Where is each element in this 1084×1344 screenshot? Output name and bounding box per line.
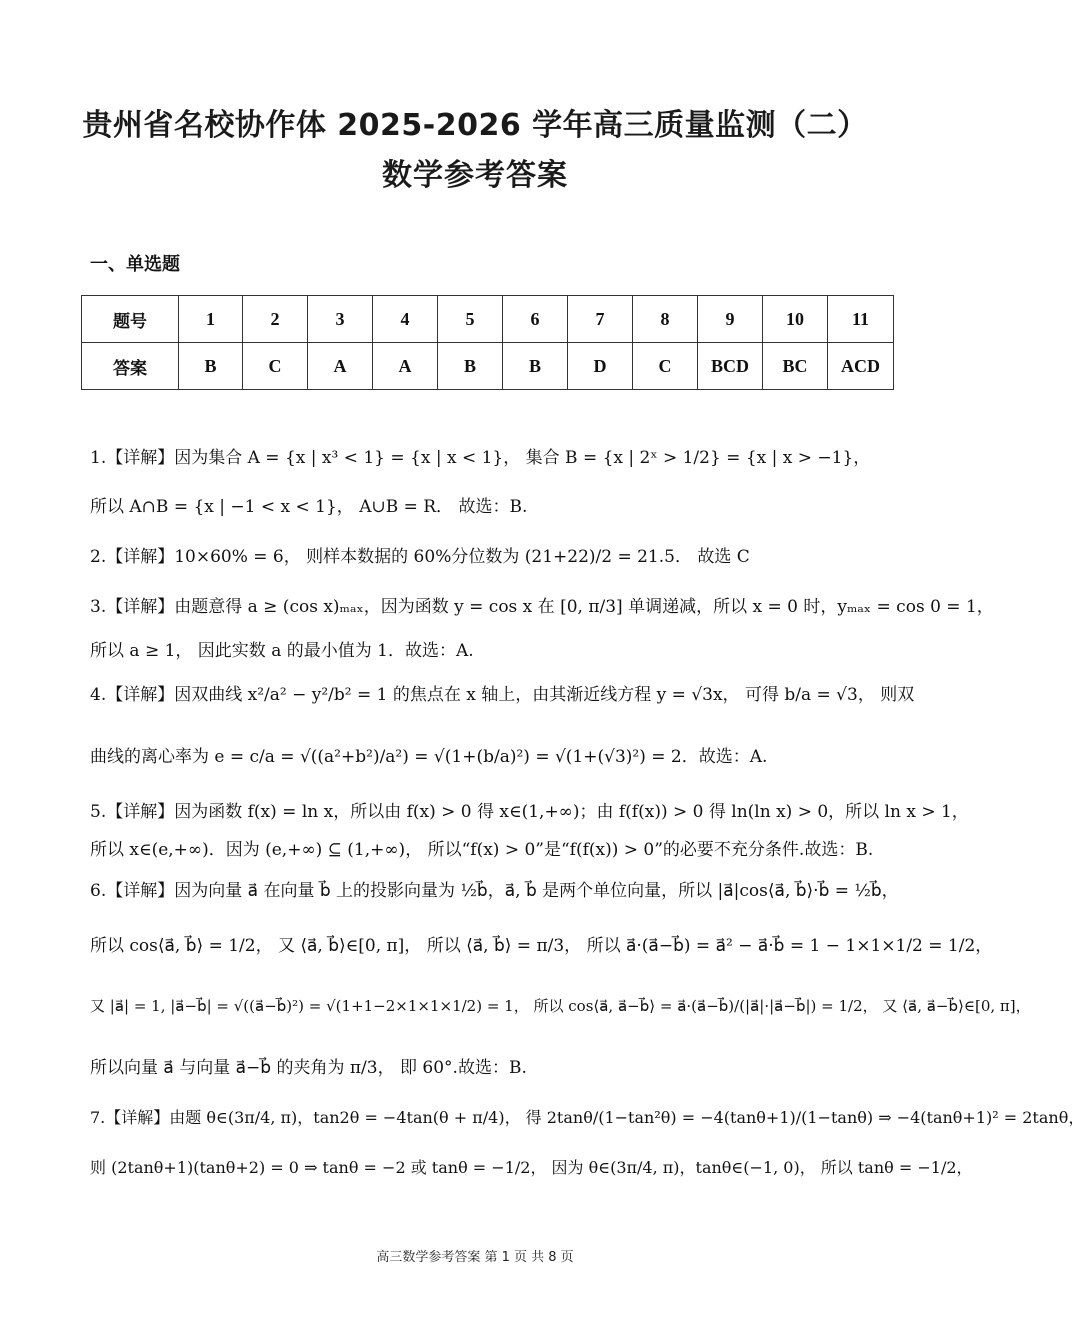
answer-cell: D <box>568 343 633 390</box>
solution-1-line-1: 1.【详解】因为集合 A = {x | x³ < 1} = {x | x < 1}， 集合 B = {x | 2ˣ > 1/2} = {x | x > −1}， <box>90 448 871 468</box>
page-footer: 高三数学参考答案 第 1 页 共 8 页 <box>376 1250 574 1265</box>
answer-table <box>81 295 894 390</box>
solution-5-line-1: 5.【详解】因为函数 f(x) = ln x，所以由 f(x) > 0 得 x∈(1,+∞)；由 f(f(x)) > 0 得 ln(ln x) > 0，所以 ln x > 1， <box>90 802 969 822</box>
answer-cell: B <box>438 343 503 390</box>
solution-7-line-1: 7.【详解】由题 θ∈(3π/4, π)，tan2θ = −4tan(θ + π/4)， 得 2tanθ/(1−tan²θ) = −4(tanθ+1)/(1−tanθ) ⇒ −4(tanθ+1)² = 2tanθ， <box>90 1108 1084 1127</box>
solution-5-line-2: 所以 x∈(e,+∞)．因为 (e,+∞) ⊆ (1,+∞)， 所以“f(x) > 0”是“f(f(x)) > 0”的必要不充分条件.故选：B. <box>90 840 874 860</box>
question-number: 7 <box>568 296 633 343</box>
document-title: 贵州省名校协作体 2025-2026 学年高三质量监测（二） <box>82 108 868 143</box>
solution-4-line-2: 曲线的离心率为 e = c/a = √((a²+b²)/a²) = √(1+(b/a)²) = √(1+(√3)²) = 2．故选：A. <box>90 747 768 767</box>
question-number: 9 <box>698 296 763 343</box>
answer-cell: ACD <box>828 343 894 390</box>
question-number: 4 <box>373 296 438 343</box>
answer-cell: BCD <box>698 343 763 390</box>
question-number: 6 <box>503 296 568 343</box>
answer-cell: C <box>633 343 698 390</box>
answer-cell: C <box>243 343 308 390</box>
answer-cell: A <box>373 343 438 390</box>
answer-cell: B <box>179 343 243 390</box>
document-subtitle: 数学参考答案 <box>382 158 568 193</box>
solution-3-line-1: 3.【详解】由题意得 a ≥ (cos x)ₘₐₓ，因为函数 y = cos x 在 [0, π/3] 单调递减，所以 x = 0 时，yₘₐₓ = cos 0 = 1， <box>90 597 994 617</box>
solution-6-line-4: 所以向量 a⃗ 与向量 a⃗−b⃗ 的夹角为 π/3， 即 60°.故选：B. <box>90 1058 527 1078</box>
row-header-answer: 答案 <box>82 343 179 390</box>
answer-cell: A <box>308 343 373 390</box>
row-header-number: 题号 <box>82 296 179 343</box>
question-number: 1 <box>179 296 243 343</box>
solution-4-line-1: 4.【详解】因双曲线 x²/a² − y²/b² = 1 的焦点在 x 轴上，由其渐近线方程 y = √3x， 可得 b/a = √3， 则双 <box>90 685 915 705</box>
question-number: 11 <box>828 296 894 343</box>
solution-6-line-2: 所以 cos⟨a⃗, b⃗⟩ = 1/2， 又 ⟨a⃗, b⃗⟩∈[0, π]， 所以 ⟨a⃗, b⃗⟩ = π/3， 所以 a⃗·(a⃗−b⃗) = a⃗² − a⃗·b⃗ = 1 − 1×1×1/2 = 1/2， <box>90 936 993 956</box>
question-number: 2 <box>243 296 308 343</box>
answer-cell: B <box>503 343 568 390</box>
solution-1-line-2: 所以 A∩B = {x | −1 < x < 1}， A∪B = R． 故选：B. <box>90 497 528 517</box>
question-number: 3 <box>308 296 373 343</box>
solution-2: 2.【详解】10×60% = 6， 则样本数据的 60%分位数为 (21+22)/2 = 21.5． 故选 C <box>90 547 750 567</box>
question-number: 8 <box>633 296 698 343</box>
table-row-answers <box>82 343 894 390</box>
table-row-numbers <box>82 296 894 343</box>
answer-cell: BC <box>763 343 828 390</box>
solution-3-line-2: 所以 a ≥ 1， 因此实数 a 的最小值为 1．故选：A. <box>90 641 474 661</box>
question-number: 10 <box>763 296 828 343</box>
question-number: 5 <box>438 296 503 343</box>
section-heading: 一、单选题 <box>90 254 180 275</box>
solution-7-line-2: 则 (2tanθ+1)(tanθ+2) = 0 ⇒ tanθ = −2 或 tanθ = −1/2， 因为 θ∈(3π/4, π)，tanθ∈(−1, 0)， 所以 tanθ = −1/2， <box>90 1158 973 1177</box>
solution-6-line-3: 又 |a⃗| = 1, |a⃗−b⃗| = √((a⃗−b⃗)²) = √(1+1−2×1×1×1/2) = 1， 所以 cos⟨a⃗, a⃗−b⃗⟩ = a⃗·(a⃗−b⃗)/(|a⃗|·|a⃗−b⃗|) = 1/2， 又 ⟨a⃗, a⃗−b⃗⟩∈[0, π]， <box>90 997 1031 1015</box>
solution-6-line-1: 6.【详解】因为向量 a⃗ 在向量 b⃗ 上的投影向量为 ½b⃗，a⃗, b⃗ 是两个单位向量，所以 |a⃗|cos⟨a⃗, b⃗⟩·b⃗ = ½b⃗， <box>90 881 899 901</box>
